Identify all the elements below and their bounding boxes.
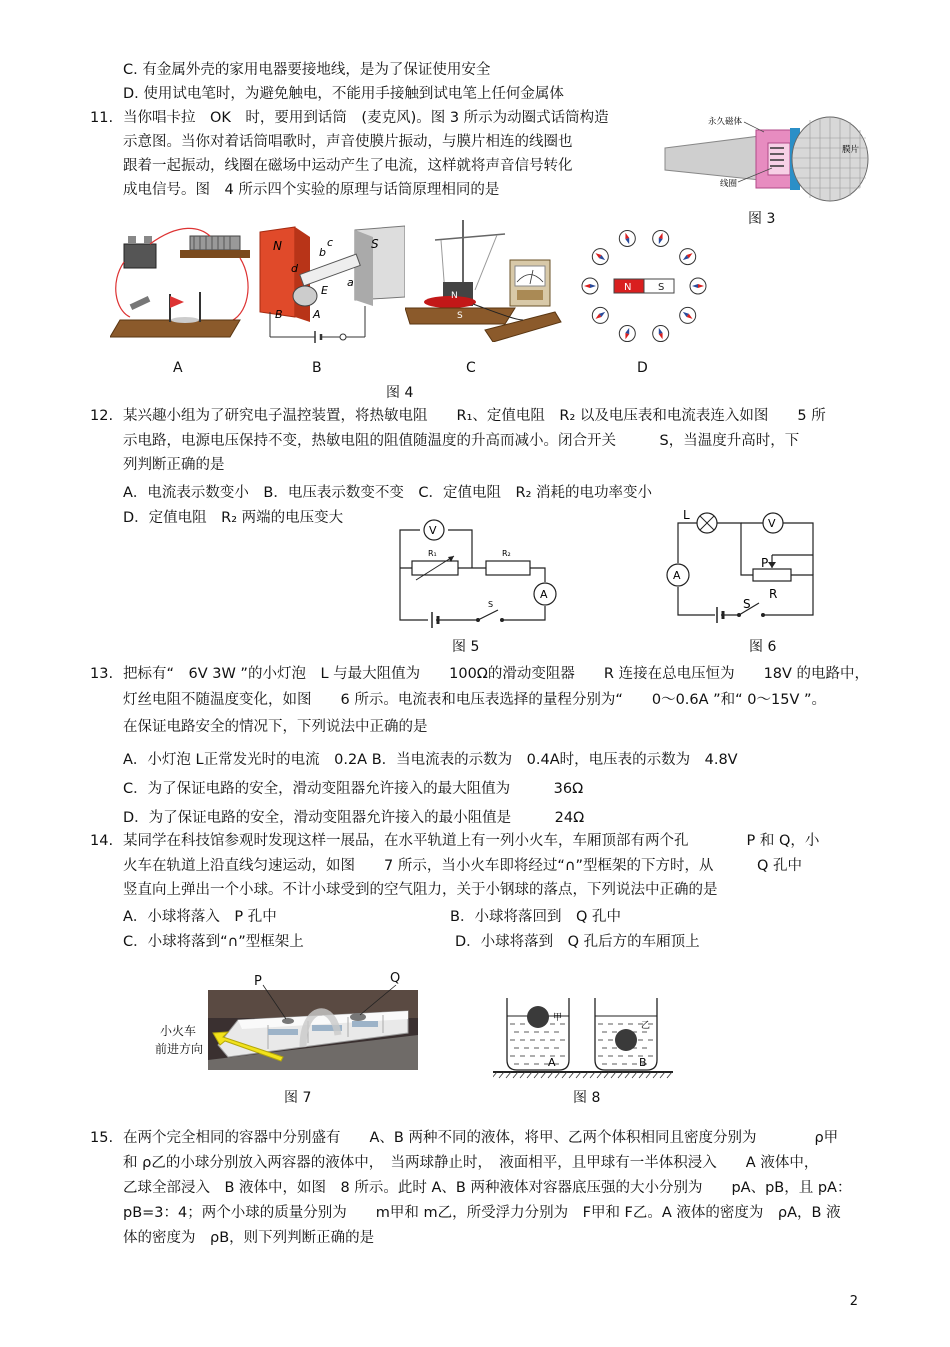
fig4b-s-label: S bbox=[371, 237, 379, 251]
q12-options-2: D．定值电阻 R₂ 两端的电压变大 bbox=[123, 510, 344, 526]
q13-line-1: 把标有“ 6V 3W ”的小灯泡 L 与最大阻值为 100Ω的滑动变阻器 R 连接在总电压恒为 18V 的电路中， bbox=[123, 666, 870, 682]
fig3-magnet-label: 永久磁体 bbox=[708, 117, 743, 127]
fig4b-b-label: b bbox=[319, 246, 326, 259]
fig5-a-label: A bbox=[540, 588, 548, 601]
fig4-letter-a: A bbox=[173, 360, 183, 376]
q12-line-2: 示电路，电源电压保持不变，热敏电阻的阻值随温度的升高而减小。闭合开关 S，当温度升高时，下 bbox=[123, 433, 800, 449]
q14-option-a: A．小球将落入 P 孔中 bbox=[123, 909, 277, 925]
page-number: 2 bbox=[849, 1294, 858, 1309]
fig3-coil-label: 线圈 bbox=[720, 179, 738, 189]
figure-6-circuit bbox=[663, 505, 823, 625]
fig8-b-label: B bbox=[639, 1056, 647, 1069]
fig4-letter-c: C bbox=[466, 360, 476, 376]
fig6-s-label: S bbox=[743, 597, 751, 611]
q14-option-c: C．小球将落到“∩”型框架上 bbox=[123, 934, 304, 950]
fig3-caption: 图 3 bbox=[748, 211, 776, 227]
fig4b-c-label: c bbox=[327, 236, 334, 249]
q10-option-d: D. 使用试电笔时，为避免触电，不能用手接触到试电笔上任何金属体 bbox=[123, 86, 564, 102]
fig8-caption: 图 8 bbox=[573, 1090, 601, 1106]
fig4c-s-label: S bbox=[457, 311, 463, 321]
q15-line-2: 和 ρ乙的小球分别放入两容器的液体中， 当两球静止时， 液面相平，且甲球有一半体积浸入 A 液体中， bbox=[123, 1155, 819, 1171]
q12-number: 12. bbox=[90, 408, 114, 424]
figure-8-containers bbox=[493, 990, 673, 1080]
fig7-caption: 图 7 bbox=[284, 1090, 312, 1106]
q14-line-2: 火车在轨道上沿直线匀速运动，如图 7 所示，当小火车即将经过“∩”型框架的下方时，从 Q 孔中 bbox=[123, 858, 802, 874]
q15-number: 15. bbox=[90, 1130, 114, 1146]
q14-line-3: 竖直向上弹出一个小球。不计小球受到的空气阻力，关于小钢球的落点，下列说法中正确的是 bbox=[123, 882, 718, 898]
fig5-r1-label: R₁ bbox=[428, 549, 437, 558]
fig4c-n-label: N bbox=[451, 291, 458, 301]
fig4b-d-label: d bbox=[291, 262, 298, 275]
fig8-a-label: A bbox=[548, 1056, 556, 1069]
fig7-direction-label: 前进方向 bbox=[155, 1042, 204, 1056]
fig6-a-label: A bbox=[673, 569, 681, 582]
q12-line-3: 列判断正确的是 bbox=[123, 457, 225, 473]
q11-line-2: 示意图。当你对着话筒唱歌时，声音使膜片振动，与膜片相连的线圈也 bbox=[123, 134, 573, 150]
q13-option-c: C．为了保证电路的安全，滑动变阻器允许接入的最大阻值为 36Ω bbox=[123, 781, 584, 797]
q14-number: 14. bbox=[90, 833, 114, 849]
fig5-v-label: V bbox=[429, 524, 437, 537]
q11-line-3: 跟着一起振动，线圈在磁场中运动产生了电流，这样就将声音信号转化 bbox=[123, 158, 573, 174]
q13-options-ab: A．小灯泡 L正常发光时的电流 0.2A B．当电流表的示数为 0.4A时，电压表的示数为 4.8V bbox=[123, 752, 738, 768]
fig4d-s-label: S bbox=[658, 282, 665, 293]
fig4-caption: 图 4 bbox=[386, 385, 414, 401]
q11-number: 11. bbox=[90, 110, 114, 126]
fig6-v-label: V bbox=[768, 517, 776, 530]
figure-3-microphone bbox=[660, 108, 870, 208]
fig7-q-label: Q bbox=[390, 971, 401, 986]
q11-line-1: 当你唱卡拉 OK 时，要用到话筒 (麦克风)。图 3 所示为动圈式话筒构造 bbox=[123, 110, 609, 126]
figure-5-circuit bbox=[390, 510, 565, 630]
fig4-letter-d: D bbox=[637, 360, 648, 376]
q15-line-1: 在两个完全相同的容器中分别盛有 A、B 两种不同的液体，将甲、乙两个体积相同且密度分别为 ρ甲 bbox=[123, 1130, 839, 1146]
q10-option-c: C. 有金属外壳的家用电器要接地线，是为了保证使用安全 bbox=[123, 62, 491, 78]
figure-4b-generator bbox=[255, 222, 405, 347]
q13-option-d: D．为了保证电路的安全，滑动变阻器允许接入的最小阻值是 24Ω bbox=[123, 810, 585, 826]
q11-line-4: 成电信号。图 4 所示四个实验的原理与话筒原理相同的是 bbox=[123, 182, 500, 198]
fig4b-a2-label: A bbox=[313, 308, 321, 321]
fig7-train-label: 小火车 bbox=[160, 1024, 197, 1038]
fig7-p-label: P bbox=[254, 974, 262, 989]
q13-number: 13. bbox=[90, 666, 114, 682]
fig4b-a-label: a bbox=[347, 276, 354, 289]
fig6-r-label: R bbox=[769, 587, 778, 601]
q15-line-4: pB=3：4；两个小球的质量分别为 m甲和 m乙，所受浮力分别为 F甲和 F乙。A 液体的密度为 ρA，B 液 bbox=[123, 1205, 841, 1221]
figure-4c-galvanometer bbox=[405, 212, 565, 342]
fig4b-b2-label: B bbox=[275, 308, 283, 321]
fig4d-n-label: N bbox=[624, 282, 632, 293]
fig3-membrane-label: 膜片 bbox=[842, 145, 860, 155]
q15-line-3: 乙球全部浸入 B 液体中，如图 8 所示。此时 A、B 两种液体对容器底压强的大小分别为 pA、pB，且 pA： bbox=[123, 1180, 852, 1196]
q14-option-d: D．小球将落到 Q 孔后方的车厢顶上 bbox=[455, 934, 700, 950]
q12-options-1: A．电流表示数变小 B．电压表示数变不变 C．定值电阻 R₂ 消耗的电功率变小 bbox=[123, 485, 652, 501]
q14-option-b: B．小球将落回到 Q 孔中 bbox=[450, 909, 621, 925]
q14-line-1: 某同学在科技馆参观时发现这样一展品，在水平轨道上有一列小火车，车厢顶部有两个孔 P 和 Q，小 bbox=[123, 833, 820, 849]
fig4-letter-b: B bbox=[312, 360, 322, 376]
fig6-caption: 图 6 bbox=[749, 639, 777, 655]
fig6-p-label: P bbox=[761, 556, 769, 570]
q12-line-1: 某兴趣小组为了研究电子温控装置，将热敏电阻 R₁、定值电阻 R₂ 以及电压表和电流表连入如图 5 所 bbox=[123, 408, 826, 424]
q15-line-5: 体的密度为 ρB，则下列判断正确的是 bbox=[123, 1230, 375, 1246]
figure-4a-electromagnet bbox=[110, 222, 250, 347]
fig5-caption: 图 5 bbox=[452, 639, 480, 655]
fig4b-n-label: N bbox=[273, 239, 282, 253]
q13-line-2: 灯丝电阻不随温度变化，如图 6 所示。电流表和电压表选择的量程分别为“ 0～0.6A ”和“ 0～15V ”。 bbox=[123, 692, 827, 708]
fig8-jia-label: 甲 bbox=[553, 1013, 563, 1023]
figure-7-train-photo bbox=[208, 975, 418, 1070]
fig5-s-label: S bbox=[488, 600, 494, 609]
figure-4d-compass-ring bbox=[578, 225, 708, 345]
q13-line-3: 在保证电路安全的情况下，下列说法中正确的是 bbox=[123, 719, 428, 735]
fig5-r2-label: R₂ bbox=[502, 549, 511, 558]
fig6-l-label: L bbox=[683, 508, 690, 522]
fig8-yi-label: 乙 bbox=[641, 1021, 651, 1031]
fig4b-e-label: E bbox=[321, 284, 328, 297]
